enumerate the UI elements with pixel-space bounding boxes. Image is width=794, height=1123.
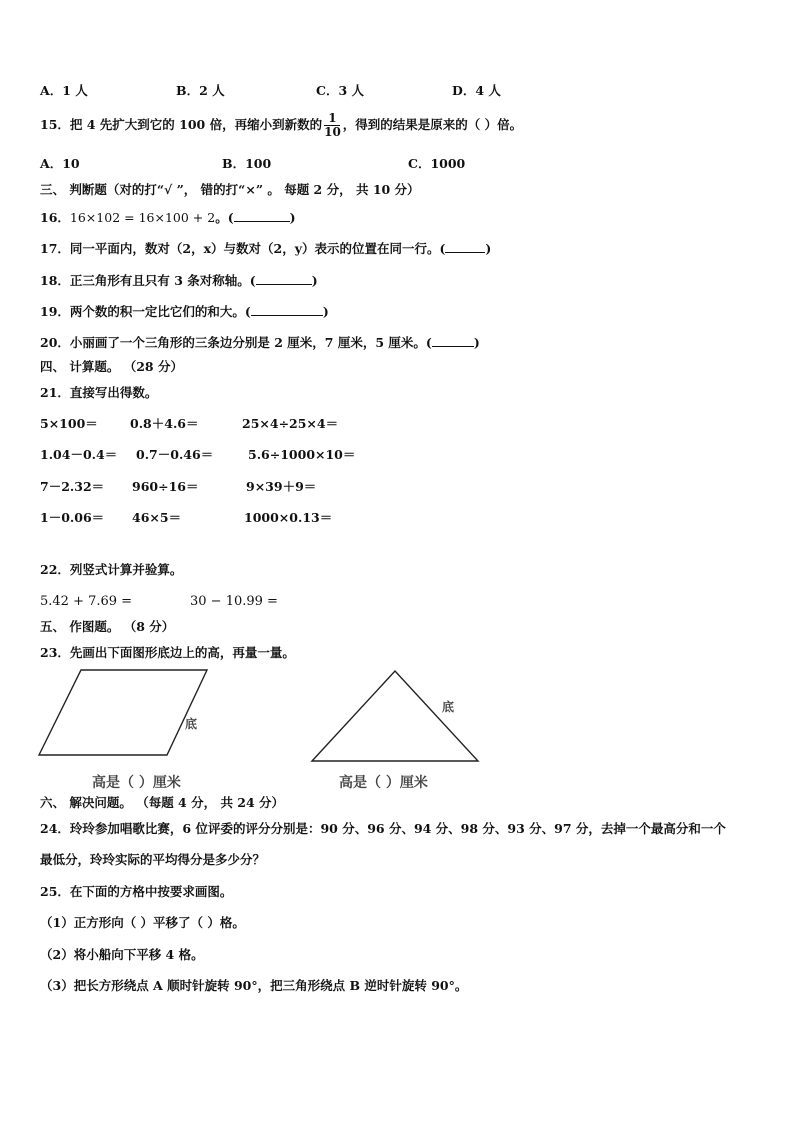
answer-blank[interactable] <box>445 241 485 253</box>
q14-option-a: A．1 人 <box>40 83 88 98</box>
q21-title: 21．直接写出得数。 <box>40 385 158 400</box>
parallelogram-base-label: 底 <box>185 717 198 731</box>
q19-text: 19．两个数的积一定比它们的和大。( <box>40 304 251 319</box>
question-20 <box>40 335 480 350</box>
q25-part-2: （2）将小船向下平移 4 格。 <box>40 947 204 962</box>
section-6-heading: 六、 解决问题。 （每题 4 分， 共 24 分） <box>40 795 285 810</box>
triangle-height-label: 高是（ ）厘米 <box>339 775 428 791</box>
q22-expression-1: 5.42 + 7.69 = <box>40 594 133 609</box>
q16-number: 16． <box>40 210 70 225</box>
q16-tail: 。( <box>215 210 234 225</box>
q15-text-after: ，得到的结果是原来的（ ）倍。 <box>342 117 523 133</box>
calc-cell: 46×5＝ <box>132 510 182 525</box>
triangle-base-label: 底 <box>442 700 455 714</box>
question-19 <box>40 304 329 319</box>
q18-text: 18．正三角形有且只有 3 条对称轴。( <box>40 273 256 288</box>
q20-close: ) <box>473 335 480 350</box>
question-18 <box>40 273 318 288</box>
answer-blank[interactable] <box>251 304 323 316</box>
question-17 <box>40 241 491 256</box>
calc-cell: 1000×0.13＝ <box>244 510 333 525</box>
calc-cell: 5×100＝ <box>40 416 98 431</box>
answer-blank[interactable] <box>234 210 290 222</box>
calc-cell: 1－0.06＝ <box>40 510 105 525</box>
q15-option-b: B．100 <box>222 156 272 171</box>
q16-close: ) <box>289 210 296 225</box>
calc-cell: 0.7－0.46＝ <box>136 447 214 462</box>
calc-cell: 5.6÷1000×10＝ <box>248 447 356 462</box>
q25-part-1: （1）正方形向（ ）平移了（ ）格。 <box>40 915 245 930</box>
calc-cell: 0.8＋4.6＝ <box>130 416 199 431</box>
q22-title: 22．列竖式计算并验算。 <box>40 562 183 577</box>
q15-fraction-numerator: 1 <box>328 111 337 125</box>
q24-line-2: 最低分，玲玲实际的平均得分是多少分？ <box>40 852 266 867</box>
q19-close: ) <box>322 304 329 319</box>
calc-cell: 25×4÷25×4＝ <box>242 416 339 431</box>
q18-close: ) <box>311 273 318 288</box>
answer-blank[interactable] <box>256 273 312 285</box>
question-15 <box>40 112 522 139</box>
q15-option-c: C．1000 <box>408 156 466 171</box>
q15-text-before: 15．把 4 先扩大到它的 100 倍，再缩小到新数的 <box>40 117 323 133</box>
q14-option-b: B．2 人 <box>176 83 225 98</box>
q20-text: 20．小丽画了一个三角形的三条边分别是 2 厘米，7 厘米，5 厘米。( <box>40 335 432 350</box>
section-3-heading: 三、 判断题（对的打“√ ”， 错的打“×” 。 每题 2 分， 共 10 分） <box>40 182 420 197</box>
section-5-heading: 五、 作图题。 （8 分） <box>40 619 175 634</box>
q15-fraction-denominator: 10 <box>324 125 341 140</box>
question-16 <box>40 210 296 225</box>
q23-figures <box>30 665 500 770</box>
q25-part-3: （3）把长方形绕点 A 顺时针旋转 90°，把三角形绕点 B 逆时针旋转 90°。 <box>40 978 468 993</box>
calc-cell: 960÷16＝ <box>132 479 199 494</box>
calc-cell: 9×39＋9＝ <box>246 479 317 494</box>
parallelogram-shape <box>39 670 207 755</box>
q24-line-1: 24．玲玲参加唱歌比赛，6 位评委的评分分别是：90 分、96 分、94 分、98 分、93 分、97 分，去掉一个最高分和一个 <box>40 821 726 836</box>
section-4-heading: 四、 计算题。 （28 分） <box>40 359 183 374</box>
q16-expression: 16×102 = 16×100 + 2 <box>69 210 216 225</box>
q17-text: 17．同一平面内，数对（2，x）与数对（2，y）表示的位置在同一行。( <box>40 241 446 256</box>
q14-option-c: C．3 人 <box>316 83 364 98</box>
q14-option-d: D．4 人 <box>452 83 501 98</box>
q25-title: 25．在下面的方格中按要求画图。 <box>40 884 233 899</box>
q23-title: 23．先画出下面图形底边上的高，再量一量。 <box>40 645 295 660</box>
q15-fraction <box>324 112 341 139</box>
parallelogram-height-label: 高是（ ）厘米 <box>92 775 181 791</box>
calc-cell: 7－2.32＝ <box>40 479 105 494</box>
q22-expression-2: 30 − 10.99 = <box>190 594 278 609</box>
q15-option-a: A．10 <box>40 156 80 171</box>
triangle-shape <box>312 671 478 761</box>
answer-blank[interactable] <box>432 335 474 347</box>
calc-cell: 1.04－0.4＝ <box>40 447 118 462</box>
q17-close: ) <box>485 241 492 256</box>
